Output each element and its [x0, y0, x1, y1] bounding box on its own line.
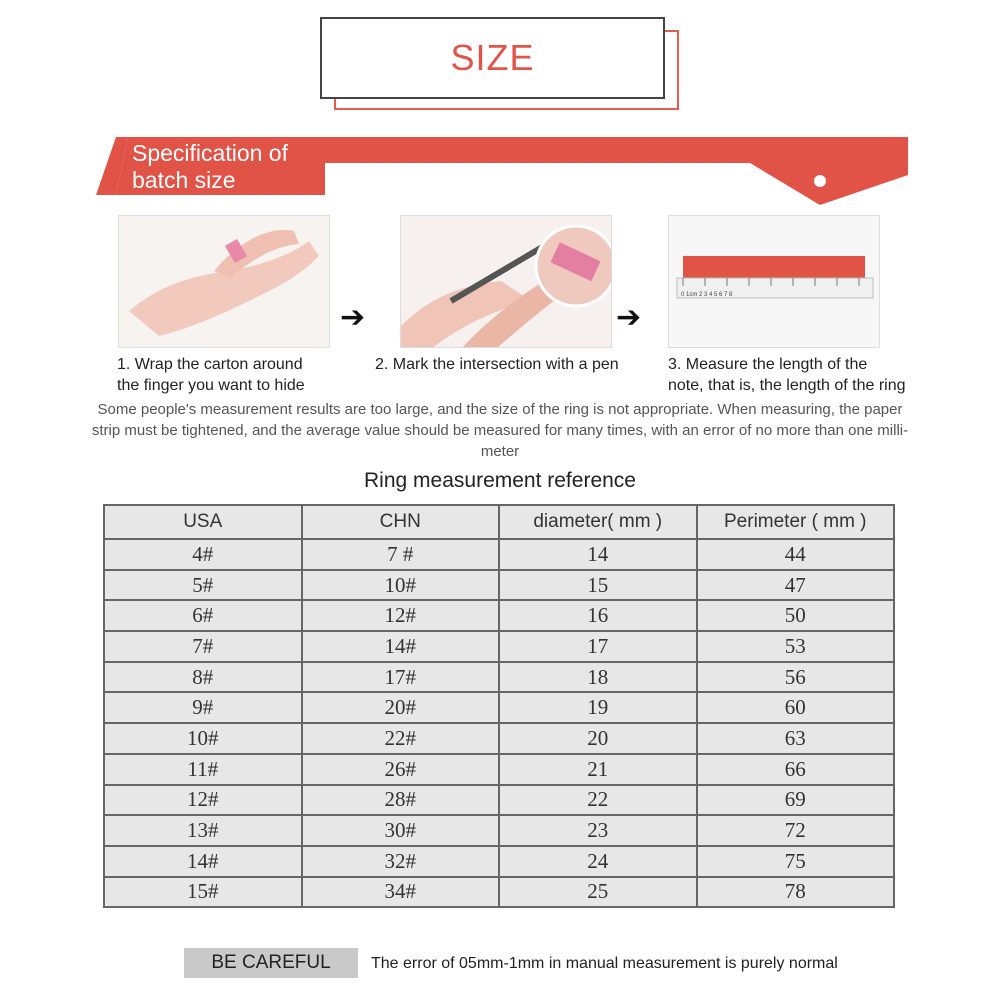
step1-image-hand-wrap — [118, 215, 330, 348]
table-row: 4# 7 # 14 44 — [104, 539, 894, 570]
step2-image-mark-pen — [400, 215, 612, 348]
step1-caption: 1. Wrap the carton around the finger you want to hide — [117, 356, 305, 394]
table-row: 5# 10# 15 47 — [104, 570, 894, 601]
size-header — [320, 17, 665, 99]
ring-size-table — [103, 504, 895, 908]
size-title: SIZE — [450, 37, 535, 78]
step3-image-ruler — [668, 215, 880, 348]
careful-note: The error of 05mm-1mm in manual measurement is purely normal — [371, 955, 838, 972]
table-row: 10# 22# 20 63 — [104, 723, 894, 754]
ruler-label: 0 1cm 2 3 4 5 6 7 8 — [681, 292, 733, 298]
table-row: 12# 28# 22 69 — [104, 785, 894, 816]
table-row: 8# 17# 18 56 — [104, 662, 894, 693]
table-row: 14# 32# 24 75 — [104, 846, 894, 877]
table-row: 7# 14# 17 53 — [104, 631, 894, 662]
table-row: 15# 34# 25 78 — [104, 877, 894, 908]
column-header-chn: CHN — [302, 505, 500, 539]
column-header-diameter: diameter( mm ) — [499, 505, 697, 539]
step2-caption: 2. Mark the intersection with a pen — [375, 356, 619, 373]
table-row: 9# 20# 19 60 — [104, 692, 894, 723]
banner-hole-icon — [814, 175, 826, 187]
table-title: Ring measurement reference — [364, 469, 636, 492]
column-header-usa: USA — [104, 505, 302, 539]
step3-caption: 3. Measure the length of the note, that is, the length of the ring — [668, 356, 906, 394]
column-header-perimeter: Perimeter ( mm ) — [697, 505, 895, 539]
table-row: 11# 26# 21 66 — [104, 754, 894, 785]
table-header-row — [104, 505, 894, 539]
measurement-note: Some people's measurement results are too large, and the size of the ring is not appropriate. When measuring, the paper strip must be tightened, and the average value should be measured for many times, with an error of no more than one milli- meter — [91, 401, 909, 460]
banner-title: Specification of batch size — [132, 140, 288, 193]
arrow-icon-1: ➔ — [340, 301, 366, 334]
table-row: 6# 12# 16 50 — [104, 600, 894, 631]
be-careful-badge: BE CAREFUL — [184, 948, 358, 978]
arrow-icon-2: ➔ — [616, 301, 642, 334]
table-row: 13# 30# 23 72 — [104, 815, 894, 846]
